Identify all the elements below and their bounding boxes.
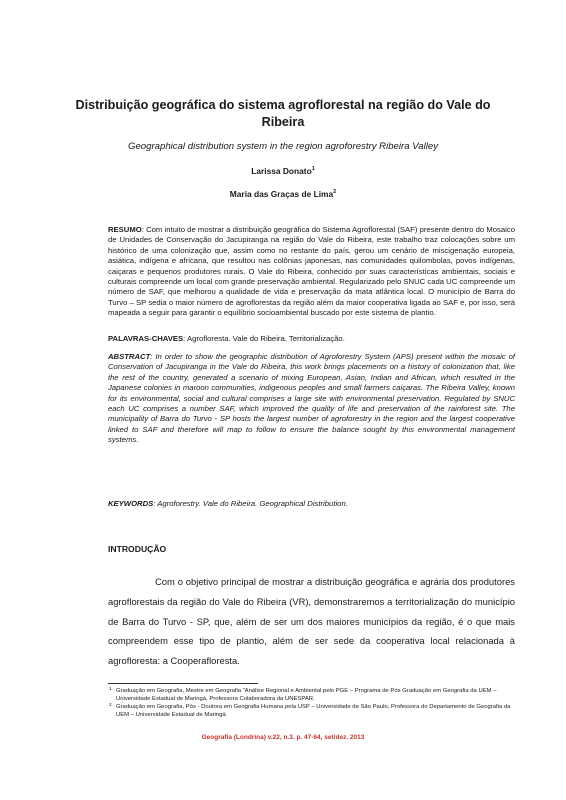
palavras-chaves-text: Agrofloresta. Vale do Ribeira. Territorialização. xyxy=(187,334,345,343)
footnote-2 xyxy=(108,704,518,719)
author-name: Larissa Donato xyxy=(251,166,312,176)
article-subtitle: Geographical distribution system in the region agroforestry Ribeira Valley xyxy=(128,141,438,152)
footnotes xyxy=(108,688,518,719)
footnote-1 xyxy=(108,688,518,703)
section-heading-introducao: INTRODUÇÃO xyxy=(108,544,167,554)
resumo-text: Com intuito de mostrar a distribuição geográfica do Sistema Agroflorestal (SAF) presente dentro do Mosaico de Unidades de Conservação do Jacupiranga na região do Vale do Ribeira, este trabalho traz colocações sobre um histórico de uma colonização que, assim como no restante do país, gerou um cenário de miscigenação europeia, asiática, indígena e africana, que resultou nas colônias japonesas, nas comunidades quilombolas, povos indígenas, caiçaras e pequenos produtores rurais. O Vale do Ribeira, conhecido por suas características ambientais, sociais e culturais compreende um local com grande preservação ambiental. Regularizado pelo SNUC cada UC compreende um número de SAF, que melhorou a qualidade de vida e preservação da mata atlântica local. O município de Barra do Turvo – SP sedia o maior número de agroflorestas da região além da maior cooperativa ligada ao SAF e, por isso, será mapeada a seguir para garantir o equilíbrio socioambiental buscado por este sistema de plantio. xyxy=(108,225,515,318)
footnote-mark: 2 xyxy=(333,189,337,196)
palavras-chaves-section: PALAVRAS-CHAVES: Agrofloresta. Vale do Ribeira. Territorialização. xyxy=(108,334,345,343)
footnote-text: Graduação em Geografia, Pós - Doutora em Geografia Humana pela USP – Universidade de São Paulo, Professora do Departamento de Geografia da UEM – Universidade Estadual de Maringá. xyxy=(116,704,511,718)
resumo-section: RESUMO: Com intuito de mostrar a distribuição geográfica do Sistema Agroflorestal (SAF) presente dentro do Mosaico de Unidades de Conservação do Jacupiranga na região do Vale do Ribeira, este trabalho traz colocações sobre um histórico de uma colonização que, assim como no restante do país, gerou um cenário de miscigenação europeia, asiática, indígena e africana, que resultou nas colônias japonesas, nas comunidades quilombolas, povos indígenas, caiçaras e pequenos produtores rurais. O Vale do Ribeira, conhecido por suas características ambientais, sociais e culturais compreende um local com grande preservação ambiental. Regularizado pelo SNUC cada UC compreende um número de SAF, que melhorou a qualidade de vida e preservação da mata atlântica local. O município de Barra do Turvo – SP sedia o maior número de agroflorestas da região além da maior cooperativa ligada ao SAF e, por isso, será mapeada a seguir para garantir o equilíbrio socioambiental buscado por este sistema de plantio. xyxy=(108,225,515,318)
keywords-text: Agroforestry. Vale do Ribeira. Geographical Distribution. xyxy=(157,499,348,508)
footnote-divider xyxy=(108,683,258,684)
footnote-mark: 1 xyxy=(311,166,315,173)
author-name: Maria das Graças de Lima xyxy=(229,189,334,199)
resumo-label: RESUMO xyxy=(108,225,142,234)
footnote-text: Graduação em Geografia, Mestre em Geografia “Análise Regional e Ambiental pelo PGE – Programa de Pós Graduação em Geografia da UEM – Universidade Estadual de Maringá, Professora Colaboradora da UNESPAR. xyxy=(116,688,497,702)
author-2 xyxy=(70,189,496,200)
abstract-text: In order to show the geographic distribution of Agroforestry System (APS) present within the mosaic of Conservation of Jacupiranga in the Vale do Ribeira, this work brings placements on a history of colonization that, like the rest of the country, generated a scenario of mixing European, Asian, Indian and African, which resulted in the Japanese colonies in maroon communities, indigenous peoples and small farmers caiçaras. The Ribeira Valley, known for its environmental, social and cultural comprises a large site with environmental preservation. Regulated by SNUC each UC comprises a number SAF, which improved the quality of life and preservation of the rainforest site. The municipality of Barra do Turvo - SP hosts the largest number of agroforestry in the region and the largest cooperative linked to SAF and therefore will map to follow to ensure the balance sought by this environmental management systems. xyxy=(108,352,515,445)
abstract-label: ABSTRACT xyxy=(108,352,151,361)
palavras-chaves-label: PALAVRAS-CHAVES xyxy=(108,334,184,343)
abstract-section: ABSTRACT: In order to show the geographic distribution of Agroforestry System (APS) present within the mosaic of Conservation of Jacupiranga in the Vale do Ribeira, this work brings placements on a history of colonization that, like the rest of the country, generated a scenario of mixing European, Asian, Indian and African, which resulted in the Japanese colonies in maroon communities, indigenous peoples and small farmers caiçaras. The Ribeira Valley, known for its environmental, social and cultural comprises a large site with environmental preservation. Regulated by SNUC each UC comprises a number SAF, which improved the quality of life and preservation of the rainforest site. The municipality of Barra do Turvo - SP hosts the largest number of agroforestry in the region and the largest cooperative linked to SAF and therefore will map to follow to ensure the balance sought by this environmental management systems. xyxy=(108,352,515,445)
body-paragraph: Com o objetivo principal de mostrar a distribuição geográfica e agrária dos produtores agroflorestais da região do Vale do Ribeira (VR), demonstraremos a territorialização do município de Barra do Turvo - SP, que, além de ser um dos maiores municípios da região, é o que mais compreendem esse tipo de plantio, além de ser sede da cooperativa local relacionada à agrofloresta: a Cooperafloresta. xyxy=(108,576,515,667)
article-title: Distribuição geográfica do sistema agroflorestal na região do Vale do Ribeira xyxy=(75,98,491,129)
footnote-mark: 1 xyxy=(109,687,112,692)
journal-footer: Geografia (Londrina) v.22, n.3. p. 47-64, set/dez. 2013 xyxy=(201,734,365,741)
author-1 xyxy=(70,166,496,177)
keywords-label: KEYWORDS xyxy=(108,499,154,508)
keywords-section: KEYWORDS: Agroforestry. Vale do Ribeira. Geographical Distribution. xyxy=(108,499,348,508)
footnote-mark: 2 xyxy=(109,703,112,709)
